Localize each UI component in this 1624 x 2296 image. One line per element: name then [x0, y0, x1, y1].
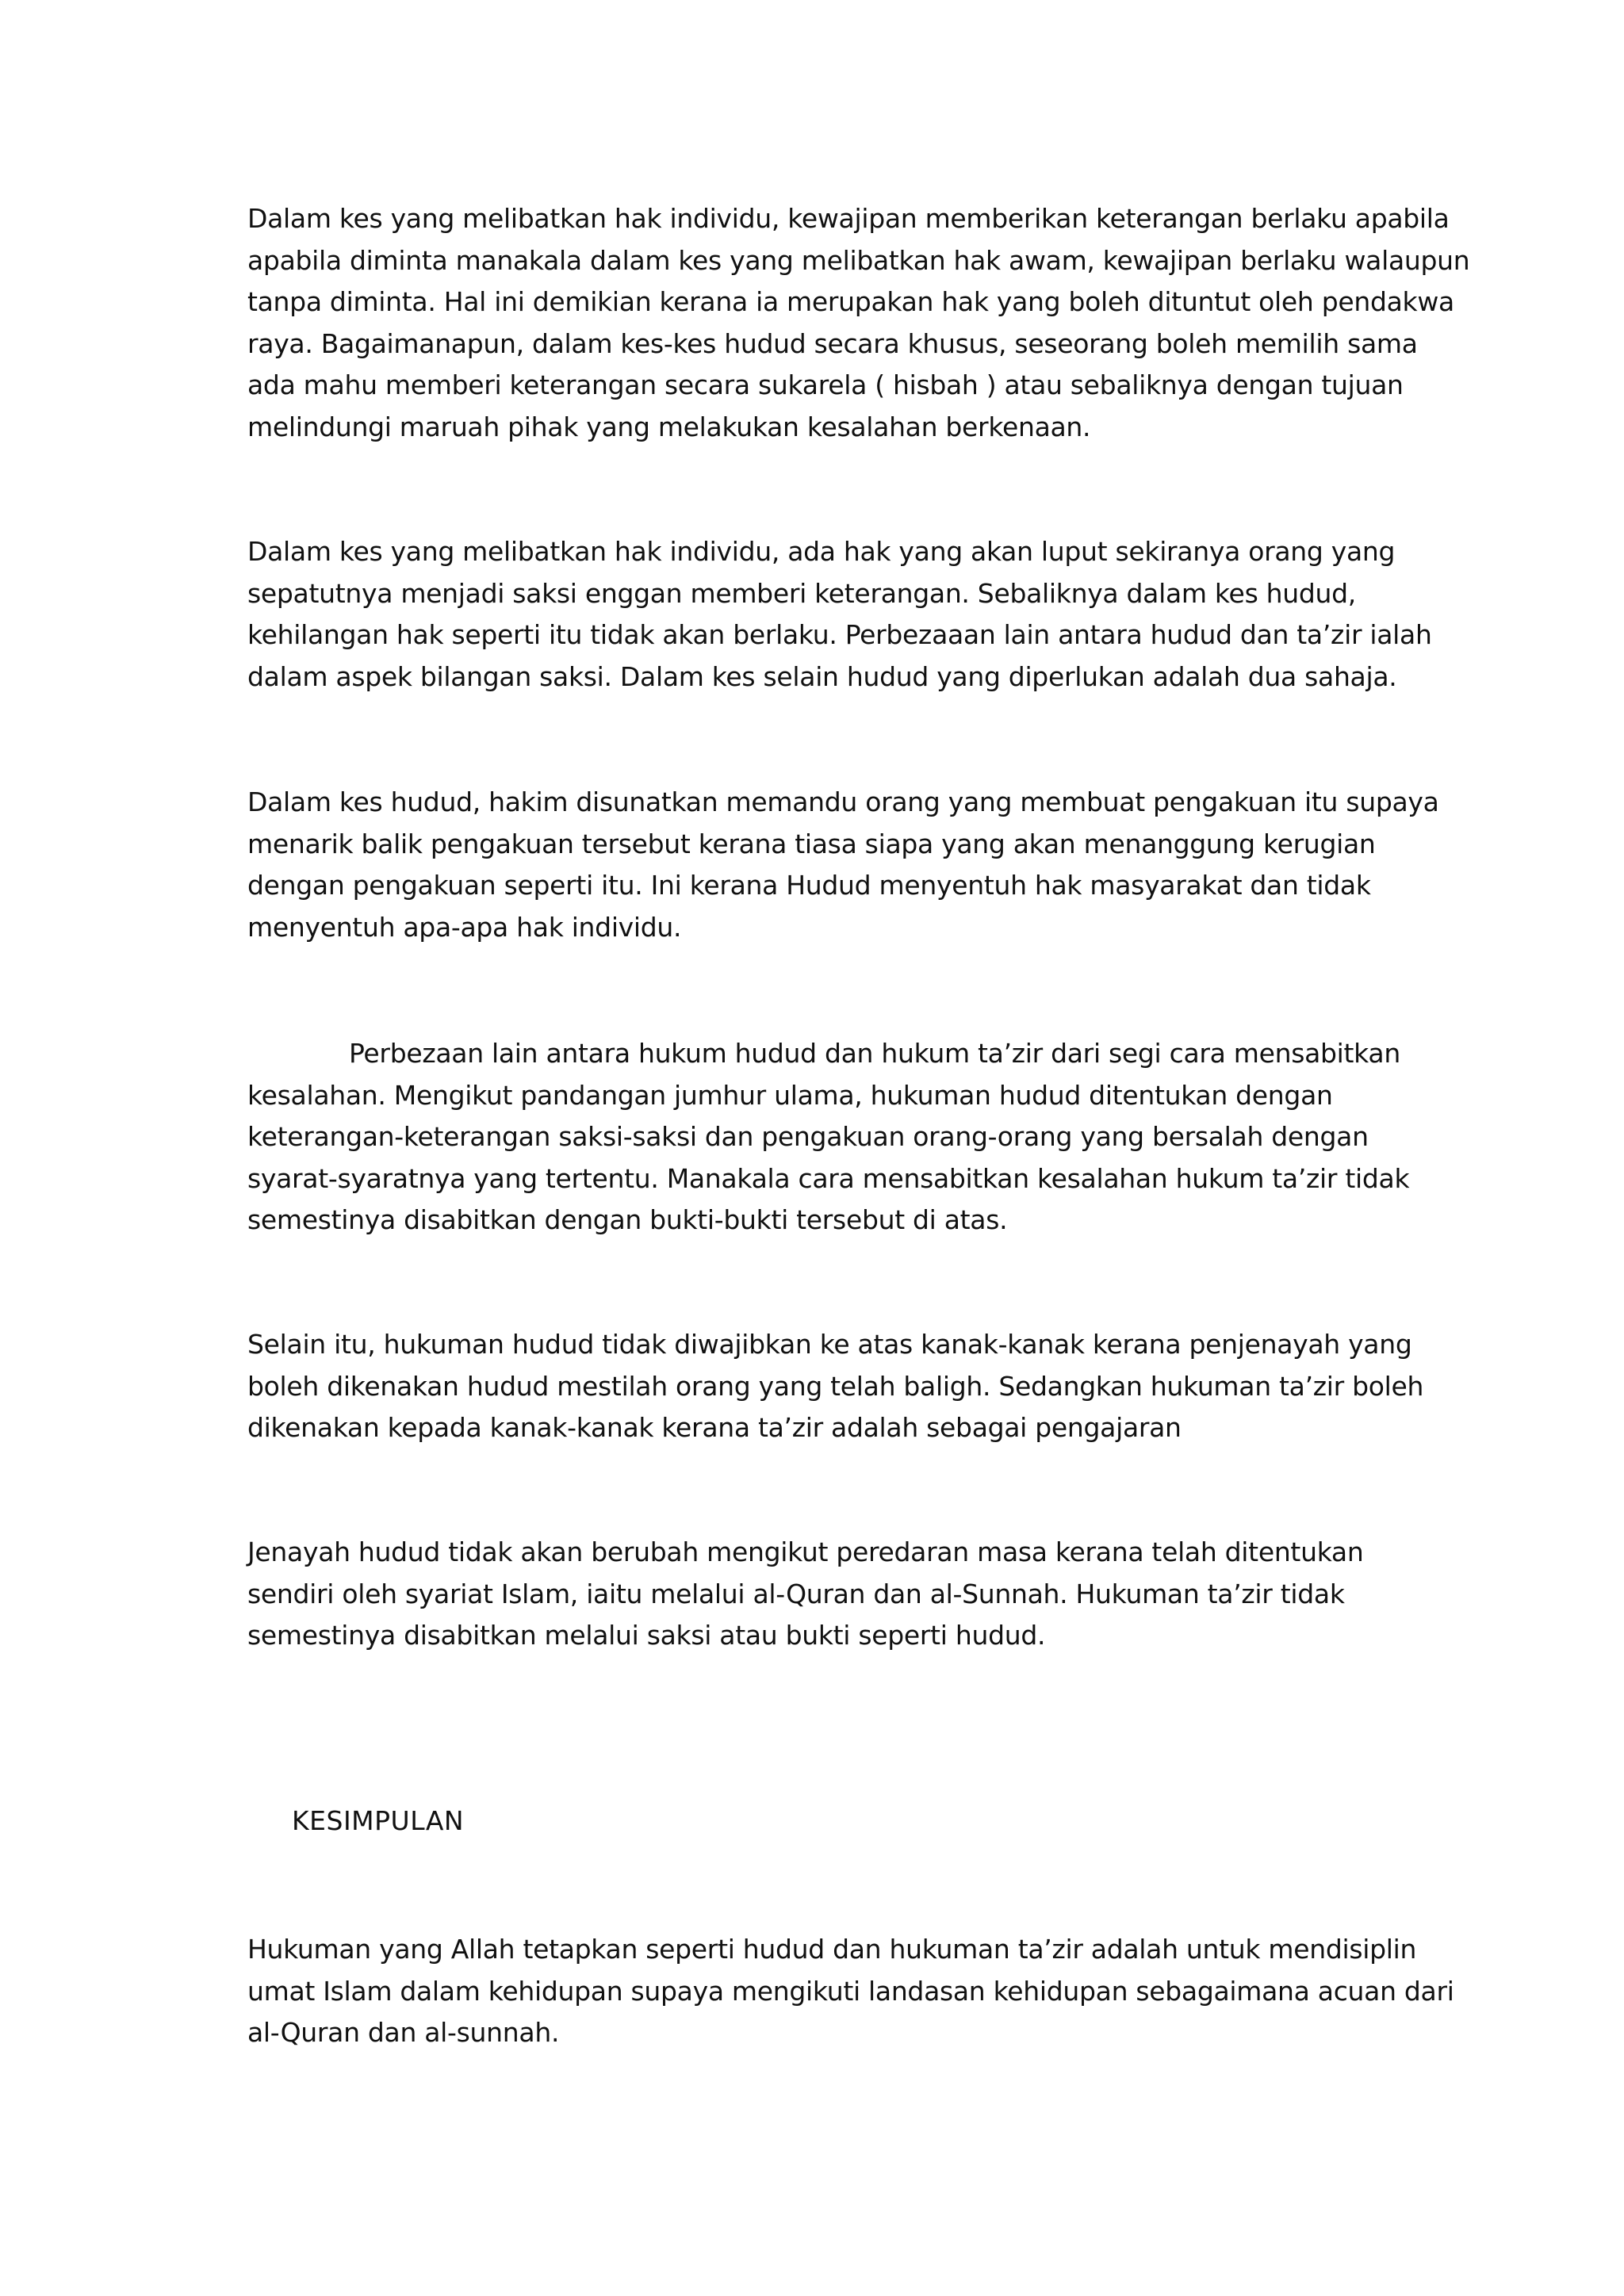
text-line: dengan pengakuan seperti itu. Ini kerana Hudud menyentuh hak masyarakat dan tidak [247, 870, 1371, 901]
text-line: umat Islam dalam kehidupan supaya mengikuti landasan kehidupan sebagaimana acuan dari [247, 1975, 1454, 2007]
text-line: Dalam kes yang melibatkan hak individu, kewajipan memberikan keterangan berlaku apabila [247, 203, 1450, 234]
text-line: kesalahan. Mengikut pandangan jumhur ulama, hukuman hudud ditentukan dengan [247, 1079, 1333, 1111]
text-line: menarik balik pengakuan tersebut kerana tiasa siapa yang akan menanggung kerugian [247, 828, 1376, 859]
text-line: Jenayah hudud tidak akan berubah mengikut peredaran masa kerana telah ditentukan [247, 1536, 1364, 1567]
text-line: Perbezaan lain antara hukum hudud dan hukum ta’zir dari segi cara mensabitkan [349, 1038, 1400, 1069]
paragraph-2 [247, 531, 1432, 698]
paragraph-4 [247, 1033, 1410, 1242]
text-line: al-Quran dan al-sunnah. [247, 2017, 560, 2048]
text-line: tanpa diminta. Hal ini demikian kerana ia merupakan hak yang boleh dituntut oleh pendakwa [247, 286, 1454, 317]
paragraph-3 [247, 782, 1439, 948]
conclusion-paragraph [247, 1929, 1454, 2054]
text-line: keterangan-keterangan saksi-saksi dan pengakuan orang-orang yang bersalah dengan [247, 1121, 1369, 1152]
paragraph-5 [247, 1324, 1424, 1449]
text-line: apabila diminta manakala dalam kes yang melibatkan hak awam, kewajipan berlaku walaupun [247, 244, 1470, 276]
text-line: syarat-syaratnya yang tertentu. Manakala cara mensabitkan kesalahan hukum ta’zir tidak [247, 1162, 1410, 1194]
paragraph-1 [247, 198, 1470, 448]
text-line: semestinya disabitkan dengan bukti-bukti tersebut di atas. [247, 1204, 1008, 1235]
text-line: kehilangan hak seperti itu tidak akan berlaku. Perbezaaan lain antara hudud dan ta’zir ialah [247, 619, 1432, 650]
text-line: sepatutnya menjadi saksi enggan memberi keterangan. Sebaliknya dalam kes hudud, [247, 577, 1356, 609]
text-line: ada mahu memberi keterangan secara sukarela ( hisbah ) atau sebaliknya dengan tujuan [247, 369, 1404, 400]
text-line: Selain itu, hukuman hudud tidak diwajibkan ke atas kanak-kanak kerana penjenayah yang [247, 1329, 1412, 1360]
text-line: semestinya disabitkan melalui saksi atau bukti seperti hudud. [247, 1620, 1046, 1651]
text-line: Hukuman yang Allah tetapkan seperti hudud dan hukuman ta’zir adalah untuk mendisiplin [247, 1934, 1417, 1965]
text-line: menyentuh apa-apa hak individu. [247, 911, 682, 943]
text-line: boleh dikenakan hudud mestilah orang yang telah baligh. Sedangkan hukuman ta’zir boleh [247, 1370, 1424, 1402]
text-line: melindungi maruah pihak yang melakukan kesalahan berkenaan. [247, 411, 1091, 442]
text-line: dalam aspek bilangan saksi. Dalam kes selain hudud yang diperlukan adalah dua sahaja. [247, 660, 1397, 692]
text-line: Dalam kes hudud, hakim disunatkan memandu orang yang membuat pengakuan itu supaya [247, 786, 1439, 817]
text-line: dikenakan kepada kanak-kanak kerana ta’zir adalah sebagai pengajaran [247, 1412, 1182, 1443]
conclusion-heading: KESIMPULAN [292, 1805, 465, 1836]
text-line: sendiri oleh syariat Islam, iaitu melalui al-Quran dan al-Sunnah. Hukuman ta’zir tidak [247, 1578, 1345, 1609]
text-line: raya. Bagaimanapun, dalam kes-kes hudud secara khusus, seseorang boleh memilih sama [247, 327, 1418, 359]
text-line: Dalam kes yang melibatkan hak individu, ada hak yang akan luput sekiranya orang yang [247, 536, 1396, 567]
paragraph-6 [247, 1532, 1405, 1657]
